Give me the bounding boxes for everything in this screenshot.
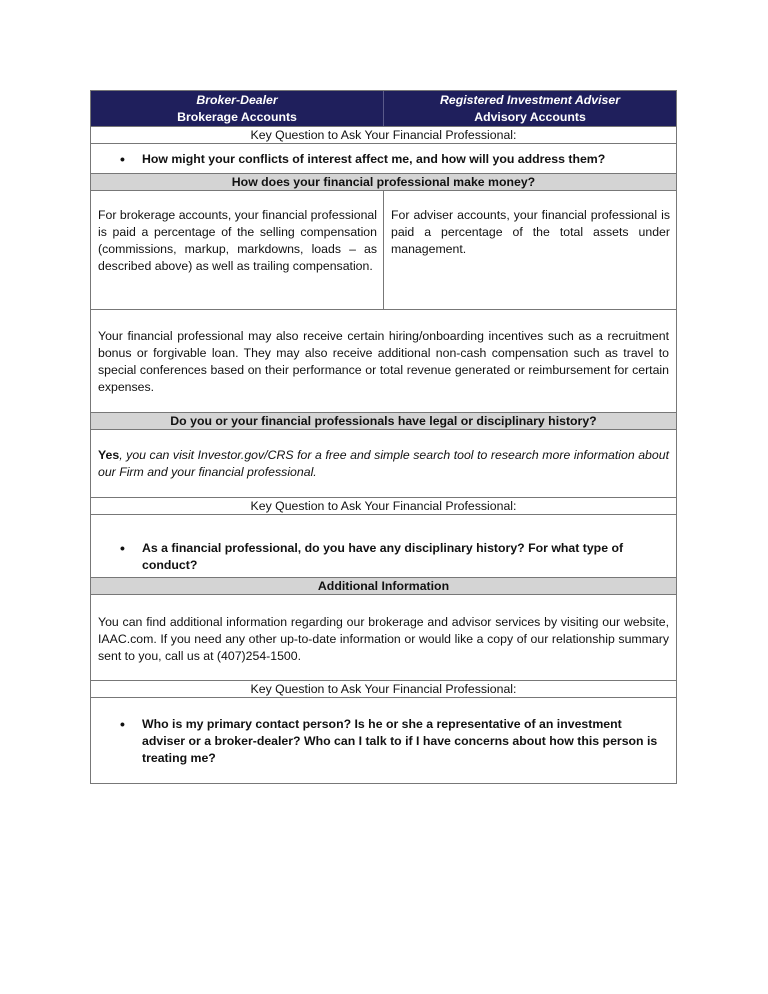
history-answer (91, 430, 676, 498)
additional-information (91, 595, 676, 681)
header-right-subtitle: Advisory Accounts (474, 110, 586, 124)
question-text: Who is my primary contact person? Is he or she a representative of an investment adviser or a broker-dealer? Who can I talk to if I have concerns about how this person is treating me? (142, 717, 658, 765)
bullet: • (120, 716, 125, 732)
section-heading-additional: Additional Information (91, 578, 676, 595)
history-yes: Yes (98, 448, 120, 462)
brokerage-compensation: For brokerage accounts, your financial professional is paid a percentage of the selling compensation (commissions, markup, markdowns, loads – as described above) as well as trailing compensation. (91, 191, 384, 309)
key-question-label-3: Key Question to Ask Your Financial Professional: (91, 681, 676, 698)
key-question-3 (91, 698, 676, 783)
section-heading-money: How does your financial professional make money? (91, 174, 676, 191)
advisory-compensation: For adviser accounts, your financial professional is paid a percentage of the total assets under management. (391, 208, 670, 256)
key-question-label-2: Key Question to Ask Your Financial Professional: (91, 498, 676, 515)
bullet: • (120, 151, 125, 167)
header-right-title: Registered Investment Adviser (440, 93, 620, 107)
question-text: As a financial professional, do you have any disciplinary history? For what type of conduct? (142, 541, 624, 572)
additional-information-text: You can find additional information regarding our brokerage and advisor services by visiting our website, IAAC.com. If you need any other up-to-date information or would like a copy of our relationship summary sent to you, call us at (407)254-1500. (98, 615, 669, 663)
question-text: How might your conflicts of interest affect me, and how will you address them? (142, 152, 606, 166)
header-left-title: Broker-Dealer (196, 93, 278, 107)
compensation-columns (91, 191, 676, 310)
key-question-1 (91, 144, 676, 174)
key-question-label-1: Key Question to Ask Your Financial Professional: (91, 127, 676, 144)
table-header (91, 91, 676, 127)
section-heading-history: Do you or your financial professionals have legal or disciplinary history? (91, 413, 676, 430)
additional-compensation-text: Your financial professional may also receive certain hiring/onboarding incentives such as a recruitment bonus or forgivable loan. They may also receive additional non-cash compensation such as travel to special conferences based on their performance or total revenue generated or reimbursement for certain expenses. (98, 329, 669, 394)
header-left-subtitle: Brokerage Accounts (177, 110, 297, 124)
bullet: • (120, 540, 125, 556)
additional-compensation (91, 310, 676, 413)
header-investment-adviser (384, 91, 676, 126)
header-broker-dealer (91, 91, 384, 126)
relationship-summary-table (90, 90, 677, 784)
history-text: , you can visit Investor.gov/CRS for a free and simple search tool to research more information about our Firm and your financial professional. (98, 448, 669, 479)
key-question-2 (91, 515, 676, 578)
